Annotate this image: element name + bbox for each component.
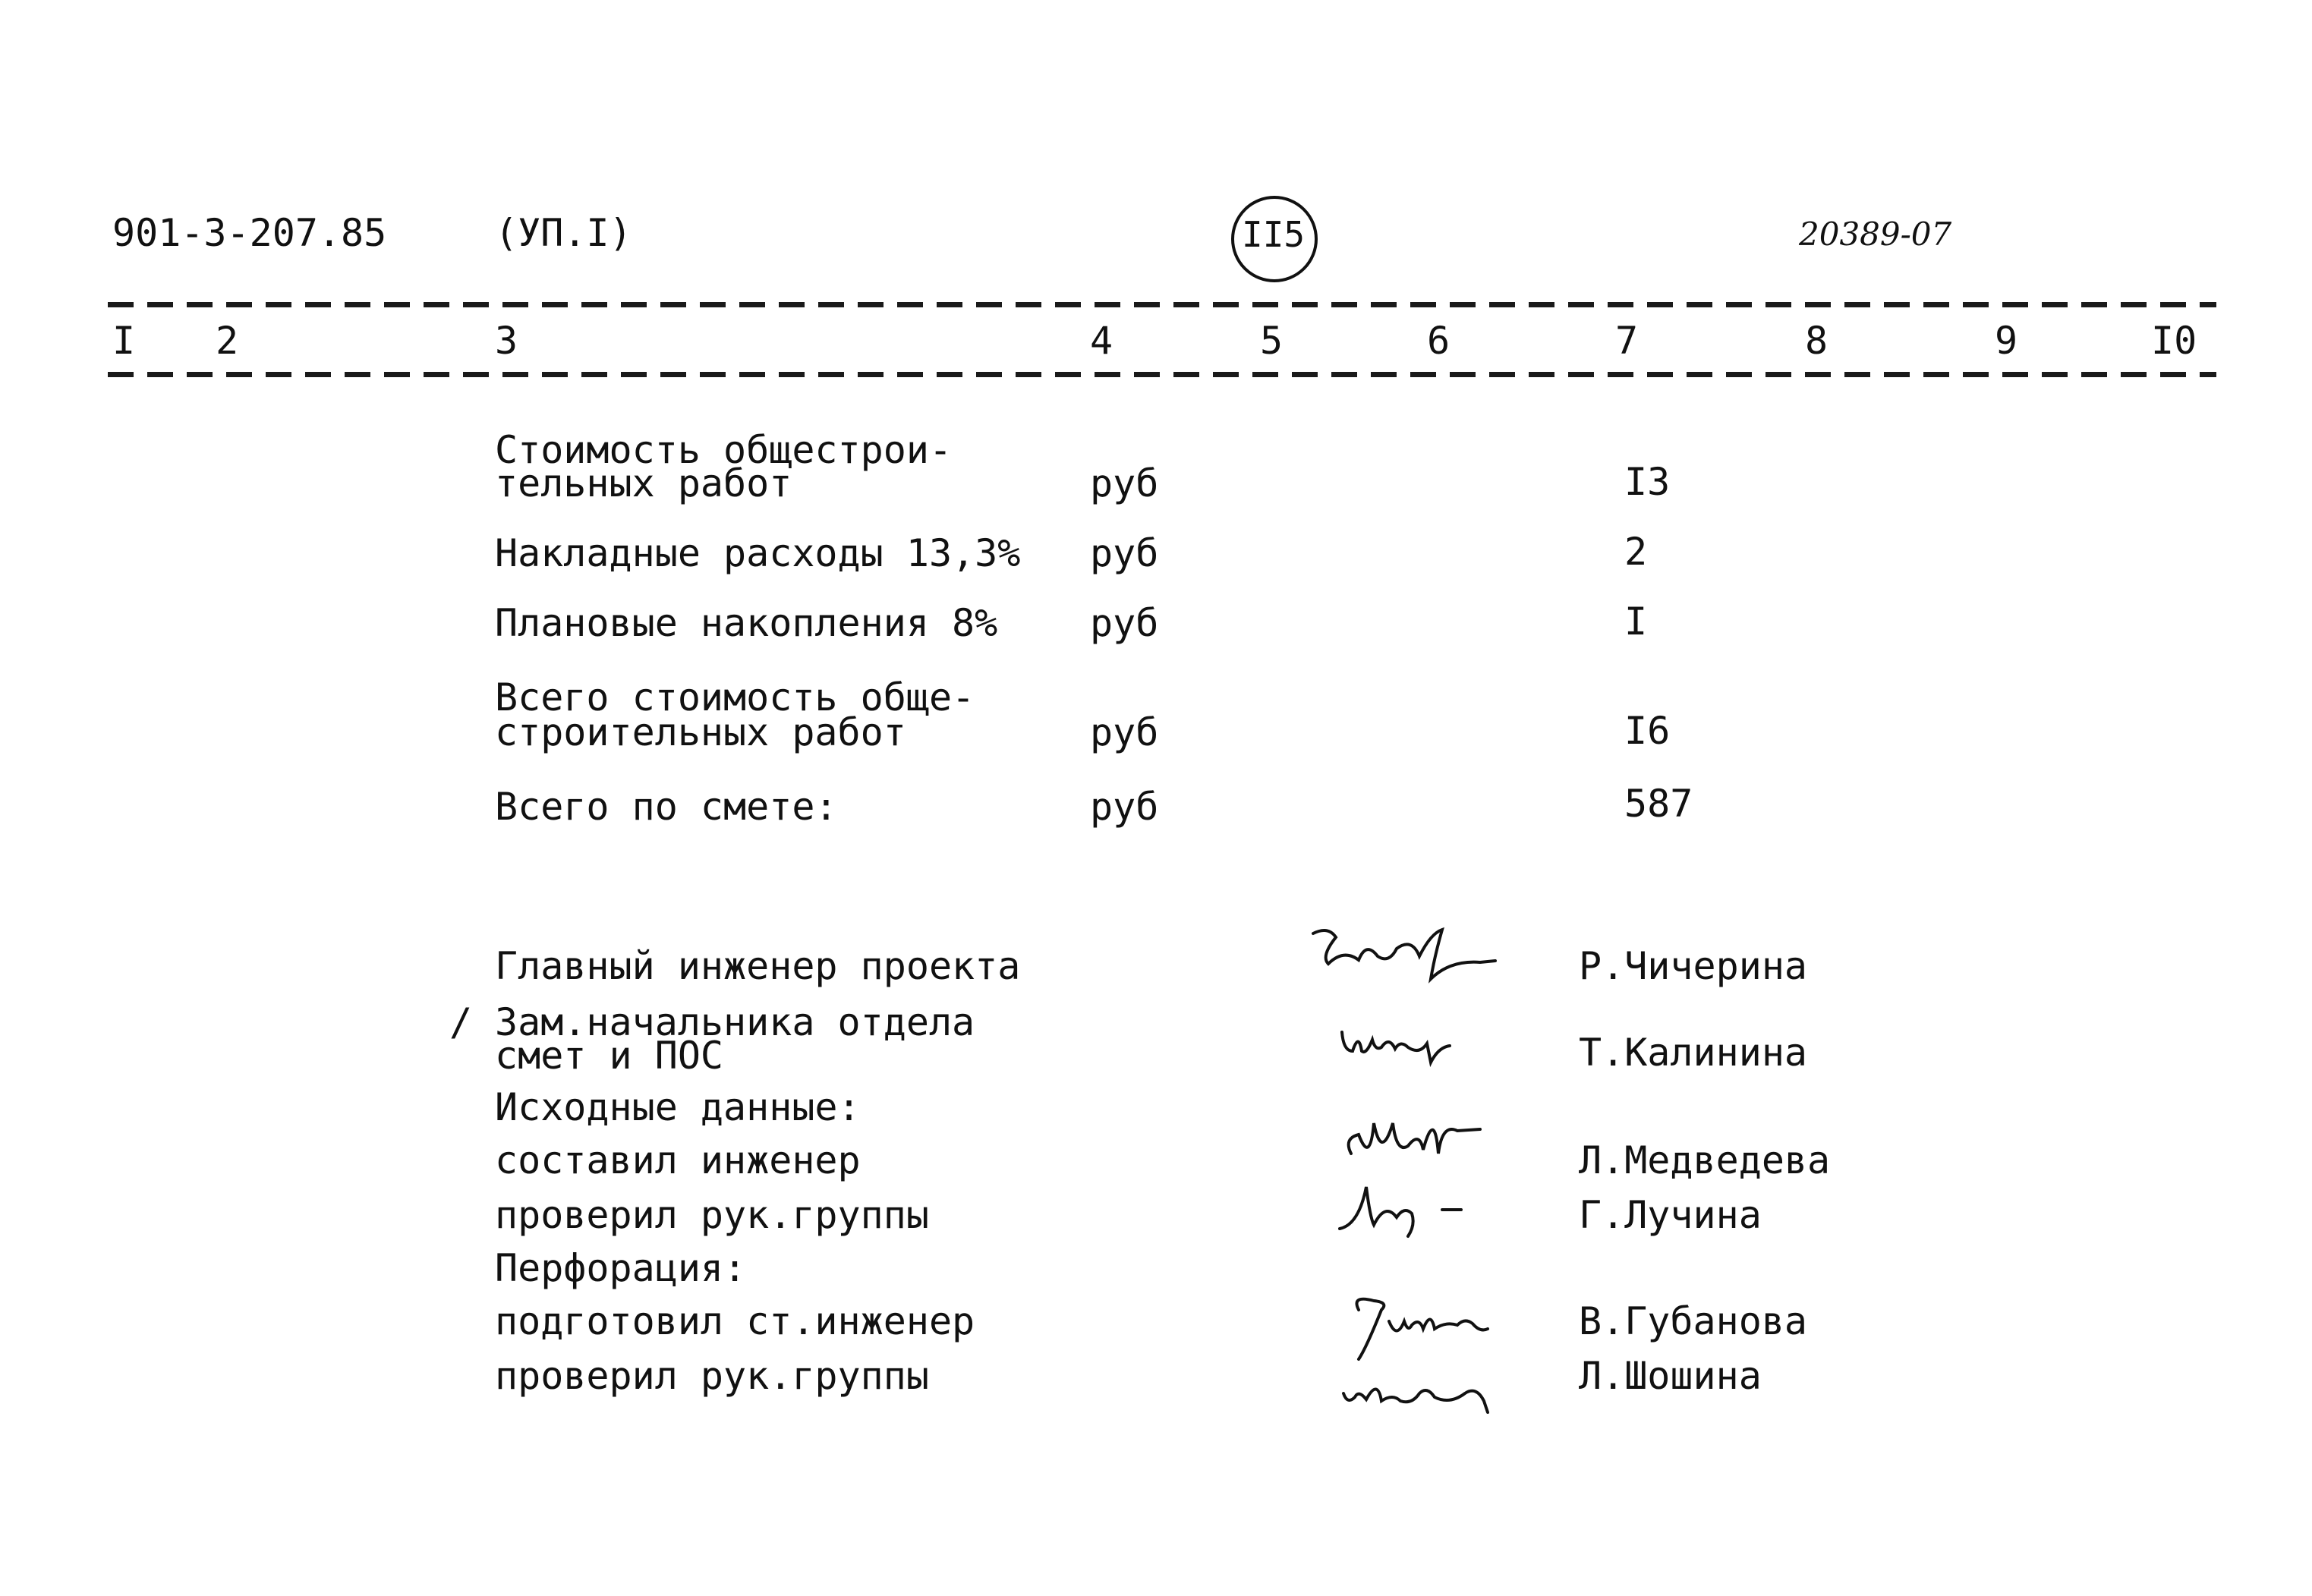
row-unit: руб [1090,531,1159,575]
signature [1336,1093,1503,1184]
row-label: Накладные расходы 13,3% [495,531,1021,575]
column-number: 2 [216,319,239,363]
column-number: I0 [2151,319,2197,363]
column-number: I [112,319,136,363]
signatory-role: составил инженер [495,1138,861,1182]
bottom-dashed-rule [108,372,2216,377]
row-value: 2 [1624,530,1648,574]
row-label: тельных работ [495,461,792,505]
column-number: 8 [1805,319,1828,363]
signatory-role: проверил рук.группы [495,1193,929,1237]
section-label: Перфорация: [495,1246,747,1290]
document-code: 901-3-207.85 [112,211,387,255]
row-value: 587 [1624,782,1693,826]
row-label: Всего стоимость обще- [495,675,975,719]
row-unit: руб [1090,601,1159,645]
signature [1328,1172,1480,1240]
row-unit: руб [1090,710,1159,754]
section-code: (УП.I) [495,211,632,255]
signature [1306,918,1503,987]
column-number: 6 [1427,319,1451,363]
row-value: I6 [1624,709,1671,753]
signatory-name: Т.Калинина [1579,1031,1808,1075]
page-number: II5 [1242,214,1306,255]
row-label: Всего по смете: [495,785,838,829]
column-number: 4 [1090,319,1113,363]
row-label: Стоимость общестрои- [495,428,953,472]
column-number: 3 [495,319,518,363]
column-number: 7 [1615,319,1639,363]
signatory-name: Р.Чичерина [1579,944,1808,988]
column-number: 5 [1260,319,1284,363]
signature [1336,1017,1465,1070]
signatory-name: В.Губанова [1579,1299,1808,1343]
signatory-name: Л.Шошина [1579,1354,1762,1398]
top-dashed-rule [108,302,2216,307]
row-label: Плановые накопления 8% [495,601,998,645]
signatory-name: Л.Медведева [1579,1138,1831,1182]
row-value: I3 [1624,460,1671,504]
signatory-role: Зам.начальника отдела [495,1000,975,1044]
signatory-role: смет и ПОС [495,1034,724,1078]
signatory-role: подготовил ст.инженер [495,1299,975,1343]
signatory-name: Г.Лучина [1579,1193,1762,1237]
signature [1336,1363,1518,1416]
section-label: Исходные данные: [495,1085,861,1129]
row-unit: руб [1090,785,1159,829]
row-unit: руб [1090,461,1159,505]
row-label: строительных работ [495,710,906,754]
signatory-role: Главный инженер проекта [495,944,1021,988]
signatory-role: проверил рук.группы [495,1354,929,1398]
archive-number: 20389-07 [1799,216,1952,253]
margin-mark: / [449,1000,473,1044]
column-number: 9 [1995,319,2018,363]
signature [1336,1287,1503,1371]
row-value: I [1624,600,1648,644]
